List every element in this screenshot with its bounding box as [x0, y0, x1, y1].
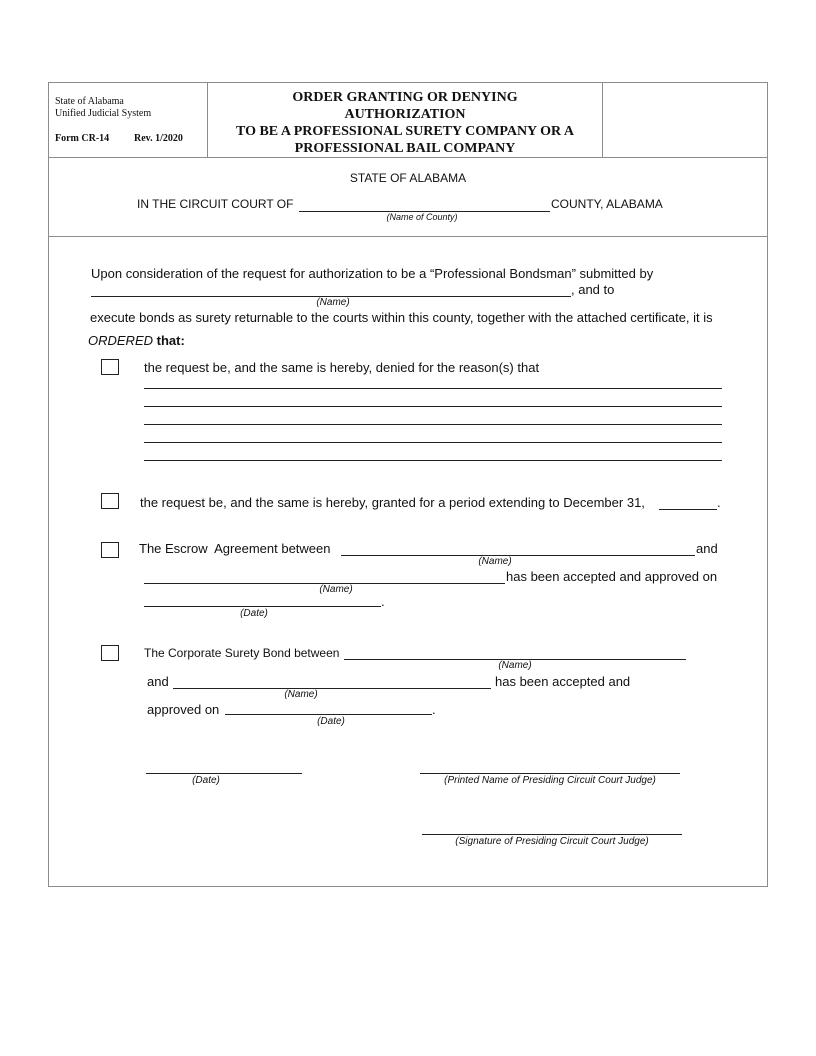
intro-line-2: execute bonds as surety returnable to the courts within this county, together with the attached certificate, it is [90, 310, 713, 325]
escrow-checkbox[interactable] [101, 542, 119, 558]
ordered-rest: that: [153, 333, 185, 348]
reason-line-2[interactable] [144, 406, 722, 407]
signature-caption: (Signature of Presiding Circuit Court Judge) [455, 836, 649, 847]
escrow-date-caption: (Date) [240, 608, 268, 619]
court-divider [48, 236, 768, 237]
escrow-date-line[interactable] [144, 606, 381, 607]
county-caption: (Name of County) [386, 212, 458, 222]
escrow-text: The Escrow Agreement between [139, 541, 331, 556]
header-state: State of Alabama [55, 96, 124, 107]
granted-checkbox[interactable] [101, 493, 119, 509]
form-title-line-3: TO BE A PROFESSIONAL SURETY COMPANY OR A [235, 124, 574, 139]
surety-period: . [432, 702, 436, 717]
reason-line-3[interactable] [144, 424, 722, 425]
signature-line[interactable] [422, 834, 682, 835]
form-title-line-2: AUTHORIZATION [344, 107, 466, 122]
intro-line-1: Upon consideration of the request for authorization to be a “Professional Bondsman” submitted by [91, 266, 654, 281]
order-date-caption: (Date) [192, 775, 220, 786]
form-title [208, 89, 602, 157]
surety-name-caption-1: (Name) [498, 660, 532, 671]
form-revision: Rev. 1/2020 [134, 133, 183, 144]
printed-name-caption: (Printed Name of Presiding Circuit Court Judge) [444, 775, 656, 786]
surety-and: and [147, 674, 169, 689]
escrow-name-caption-2: (Name) [319, 584, 353, 595]
ordered-line [88, 333, 185, 348]
granted-text: the request be, and the same is hereby, granted for a period extending to December 31, [140, 495, 645, 510]
denied-text: the request be, and the same is hereby, denied for the reason(s) that [144, 360, 540, 375]
escrow-accepted: has been accepted and approved on [506, 569, 718, 584]
surety-text: The Corporate Surety Bond between [144, 646, 340, 660]
ordered-word: ORDERED [88, 333, 154, 348]
escrow-and: and [696, 541, 718, 556]
intro-and-to: , and to [571, 282, 615, 297]
state-heading: STATE OF ALABAMA [349, 171, 467, 185]
surety-name-line-2[interactable] [173, 688, 491, 689]
county-input[interactable] [300, 196, 550, 211]
form-title-line-1: ORDER GRANTING OR DENYING [292, 90, 518, 105]
header-divider [48, 157, 768, 158]
header-system: Unified Judicial System [55, 108, 152, 119]
surety-checkbox[interactable] [101, 645, 119, 661]
court-suffix: COUNTY, ALABAMA [551, 197, 663, 211]
form-number: Form CR-14 [55, 133, 110, 144]
court-prefix: IN THE CIRCUIT COURT OF [137, 197, 294, 211]
printed-name-line[interactable] [420, 773, 680, 774]
surety-approved-on: approved on [147, 702, 220, 717]
granted-period: . [717, 495, 721, 510]
reason-line-5[interactable] [144, 460, 722, 461]
escrow-period: . [381, 594, 385, 609]
order-date-line[interactable] [146, 773, 302, 774]
surety-accepted: has been accepted and [495, 674, 631, 689]
granted-year-line[interactable] [659, 509, 717, 510]
denied-checkbox[interactable] [101, 359, 119, 375]
bondsman-name-caption: (Name) [316, 297, 350, 308]
surety-date-caption: (Date) [317, 716, 345, 727]
surety-date-line[interactable] [225, 714, 432, 715]
header-right-divider [602, 82, 603, 157]
reason-line-4[interactable] [144, 442, 722, 443]
reason-line-1[interactable] [144, 388, 722, 389]
escrow-name-caption-1: (Name) [478, 556, 512, 567]
surety-name-caption-2: (Name) [284, 689, 318, 700]
form-title-line-4: PROFESSIONAL BAIL COMPANY [294, 141, 516, 156]
